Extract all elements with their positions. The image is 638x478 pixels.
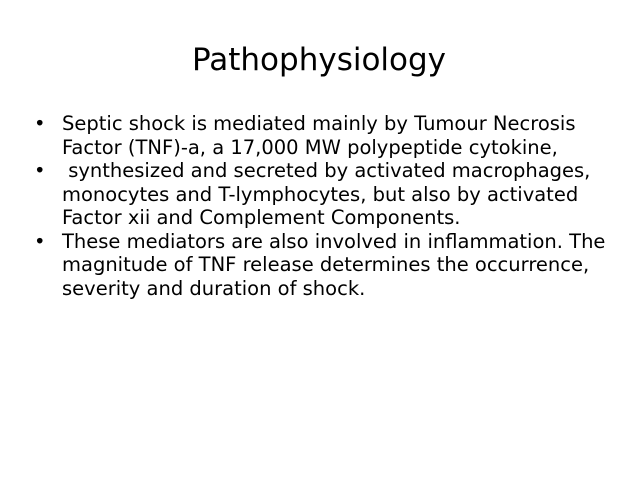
bullet-dot-icon: • [34,229,46,253]
bullet-text: These mediators are also involved in inflammation. The magnitude of TNF release determines the occurrence, severity and duration of shock. [62,229,606,300]
bullet-text: Septic shock is mediated mainly by Tumour Necrosis Factor (TNF)-a, a 17,000 MW polypeptide cytokine, [62,112,576,159]
slide-title: Pathophysiology [191,42,447,78]
bullet-list [32,112,612,300]
bullet-item [32,112,612,159]
bullet-text: synthesized and secreted by activated macrophages, monocytes and T-lymphocytes, but also by activated Factor xii and Complement Components. [62,159,597,229]
bullet-dot-icon: • [34,112,46,135]
bullet-item [32,230,612,301]
bullet-dot-icon: • [34,159,46,182]
bullet-item [32,159,612,230]
